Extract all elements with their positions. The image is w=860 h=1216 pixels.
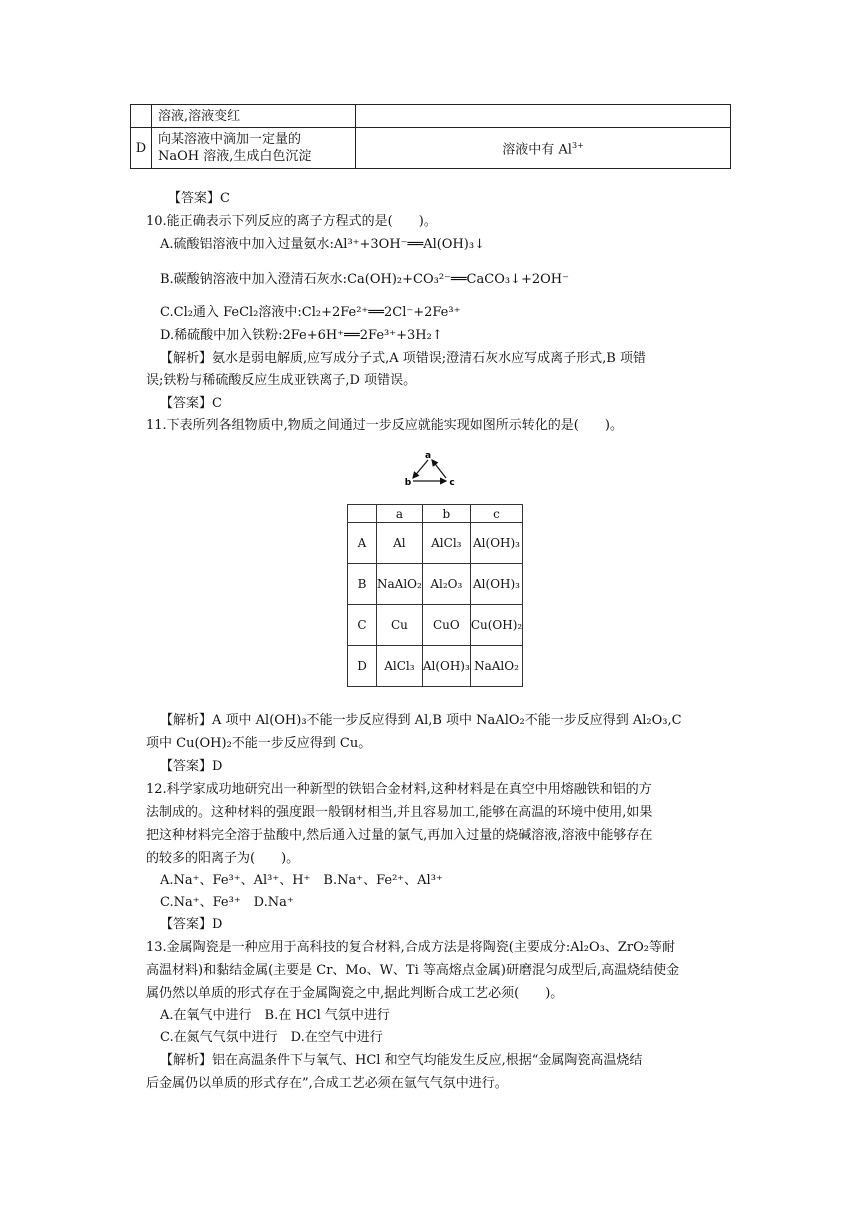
question-10-option-d: D.稀硫酸中加入铁粉:2Fe+6H⁺══2Fe³⁺+3H₂↑ xyxy=(160,328,443,343)
question-13-line: 13.金属陶瓷是一种应用于高科技的复合材料,合成方法是将陶瓷(主要成分:Al₂O₃、ZrO₂等耐 xyxy=(146,940,676,955)
table-cell: Al(OH)₃ xyxy=(422,646,470,687)
table-cell: C xyxy=(348,605,377,646)
conclusion-text: 溶液中有 Al xyxy=(502,142,572,158)
question-13-analysis-cont: 后金属仍以单质的形式存在”,合成工艺必须在氩气气氛中进行。 xyxy=(146,1076,508,1091)
table-cell: A xyxy=(348,523,377,564)
question-13-line: 高温材料)和黏结金属(主要是 Cr、Mo、W、Ti 等高熔点金属)研磨混匀成型后,高温烧结使金 xyxy=(146,963,680,978)
table-cell: CuO xyxy=(422,605,470,646)
superscript: 3+ xyxy=(571,141,584,151)
question-13-line: 属仍然以单质的形式存在于金属陶瓷之中,据此判断合成工艺必须( )。 xyxy=(146,986,564,1001)
table-header-cell: b xyxy=(422,505,470,523)
answer-11: 【答案】D xyxy=(160,759,223,774)
table-cell: Cu xyxy=(377,605,423,646)
table-header-cell xyxy=(348,505,377,523)
table-cell: Cu(OH)₂ xyxy=(470,605,522,646)
table-cell: D xyxy=(131,128,152,169)
table-row xyxy=(348,646,523,687)
question-12-line: 法制成的。这种材料的强度跟一般钢材相当,并且容易加工,能够在高温的环境中使用,如果 xyxy=(146,805,653,820)
table-cell: NaAlO₂ xyxy=(470,646,522,687)
table-cell xyxy=(131,105,152,128)
question-12-line: 12.科学家成功地研究出一种新型的铁铝合金材料,这种材料是在真空中用熔融铁和铝的方 xyxy=(146,782,652,797)
question-10-analysis: 【解析】氨水是弱电解质,应写成分子式,A 项错误;澄清石灰水应写成离子形式,B 项错 xyxy=(160,351,646,366)
table-cell: NaAlO₂ xyxy=(377,564,423,605)
question-12-line: 把这种材料完全溶于盐酸中,然后通入过量的氯气,再加入过量的烧碱溶液,溶液中能够存在 xyxy=(146,828,653,843)
conversion-diagram xyxy=(398,450,462,490)
diagram-label-c: c xyxy=(449,478,455,488)
table-header-row xyxy=(348,505,523,523)
table-cell: B xyxy=(348,564,377,605)
question-13-analysis: 【解析】铝在高温条件下与氧气、HCl 和空气均能发生反应,根据“金属陶瓷高温烧结 xyxy=(160,1053,643,1068)
table-row xyxy=(131,128,731,169)
substance-table xyxy=(347,504,523,687)
question-10-stem: 10.能正确表示下列反应的离子方程式的是( )。 xyxy=(146,214,437,229)
table-cell: 溶液,溶液变红 xyxy=(152,105,356,128)
table-header-cell: a xyxy=(377,505,423,523)
question-12-options-cd: C.Na⁺、Fe³⁺ D.Na⁺ xyxy=(160,895,294,910)
table-row xyxy=(348,523,523,564)
cell-text-line: NaOH 溶液,生成白色沉淀 xyxy=(158,149,312,164)
question-10-option-c: C.Cl₂通入 FeCl₂溶液中:Cl₂+2Fe²⁺══2Cl⁻+2Fe³⁺ xyxy=(160,305,461,320)
question-10-option-b: B.碳酸钠溶液中加入澄清石灰水:Ca(OH)₂+CO₃²⁻══CaCO₃↓+2OH⁻ xyxy=(160,272,569,287)
table-cell xyxy=(356,128,731,169)
table-cell: AlCl₃ xyxy=(377,646,423,687)
answer-9: 【答案】C xyxy=(168,191,230,206)
table-cell: Al xyxy=(377,523,423,564)
table-header-cell: c xyxy=(470,505,522,523)
question-10-analysis-cont: 误;铁粉与稀硫酸反应生成亚铁离子,D 项错误。 xyxy=(146,373,417,388)
table-cell xyxy=(356,105,731,128)
question-13-options-cd: C.在氮气气氛中进行 D.在空气中进行 xyxy=(160,1030,383,1045)
question-11-analysis-cont: 项中 Cu(OH)₂不能一步反应得到 Cu。 xyxy=(146,736,372,751)
diagram-label-b: b xyxy=(404,478,412,488)
question-11-stem: 11.下表所列各组物质中,物质之间通过一步反应就能实现如图所示转化的是( )。 xyxy=(146,418,623,433)
question-12-options-ab: A.Na⁺、Fe³⁺、Al³⁺、H⁺ B.Na⁺、Fe²⁺、Al³⁺ xyxy=(160,873,443,888)
table-row xyxy=(348,605,523,646)
table-cell: Al(OH)₃ xyxy=(470,523,522,564)
table-cell: D xyxy=(348,646,377,687)
answer-10: 【答案】C xyxy=(160,396,222,411)
table-cell: Al₂O₃ xyxy=(422,564,470,605)
question-12-line: 的较多的阳离子为( )。 xyxy=(146,851,300,866)
question-13-options-ab: A.在氧气中进行 B.在 HCl 气氛中进行 xyxy=(160,1008,390,1023)
table-cell xyxy=(152,128,356,169)
question-11-analysis: 【解析】A 项中 Al(OH)₃不能一步反应得到 Al,B 项中 NaAlO₂不能一步反应得到 Al₂O₃,C xyxy=(160,713,682,728)
top-table xyxy=(130,104,731,169)
cell-text-line: 向某溶液中滴加一定量的 xyxy=(158,132,302,147)
table-row xyxy=(131,105,731,128)
arrow-a-to-b xyxy=(413,460,428,478)
table-row xyxy=(348,564,523,605)
answer-12: 【答案】D xyxy=(160,917,223,932)
arrow-c-to-a xyxy=(432,460,446,478)
table-cell: AlCl₃ xyxy=(422,523,470,564)
table-cell: Al(OH)₃ xyxy=(470,564,522,605)
diagram-label-a: a xyxy=(424,451,432,461)
question-10-option-a: A.硫酸铝溶液中加入过量氨水:Al³⁺+3OH⁻══Al(OH)₃↓ xyxy=(160,237,485,252)
